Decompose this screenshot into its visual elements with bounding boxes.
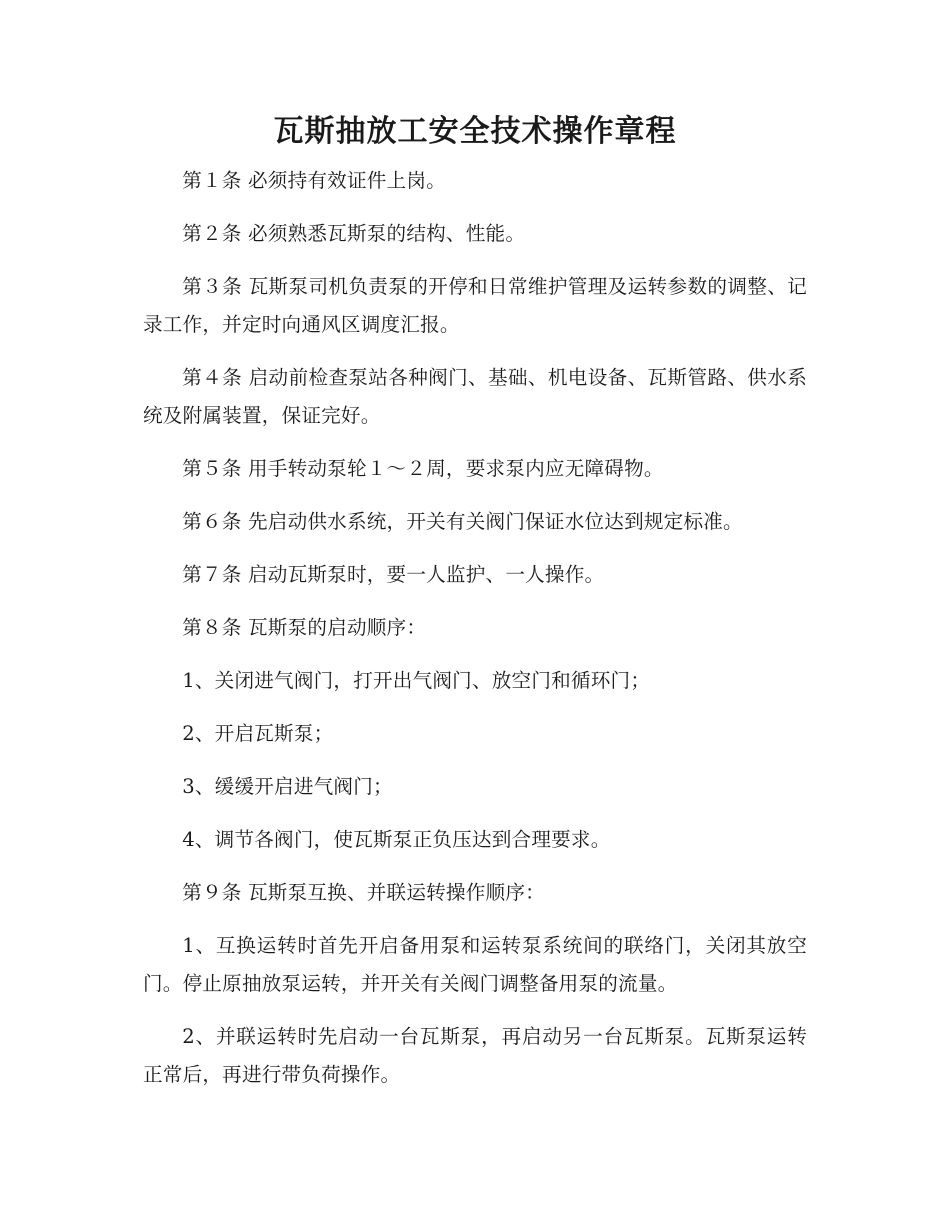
switch-step-1: 1、互换运转时首先开启备用泵和运转泵系统间的联络门，关闭其放空门。停止原抽放泵运转，并开关有关阀门调整备用泵的流量。 — [143, 934, 807, 995]
start-step-2: 2、开启瓦斯泵； — [182, 722, 334, 745]
start-step-1: 1、关闭进气阀门，打开出气阀门、放空门和循环门； — [182, 669, 651, 692]
article-9: 第９条 瓦斯泵互换、并联运转操作顺序： — [182, 881, 545, 904]
article-6: 第６条 先启动供水系统，开关有关阀门保证水位达到规定标准。 — [182, 510, 743, 533]
document-body — [143, 162, 807, 1109]
start-step-4: 4、调节各阀门，使瓦斯泵正负压达到合理要求。 — [182, 828, 611, 851]
document-title: 瓦斯抽放工安全技术操作章程 — [273, 114, 677, 149]
article-2: 第２条 必须熟悉瓦斯泵的结构、性能。 — [182, 222, 526, 245]
article-4: 第４条 启动前检查泵站各种阀门、基础、机电设备、瓦斯管路、供水系统及附属装置，保证完好。 — [143, 366, 807, 427]
article-8: 第８条 瓦斯泵的启动顺序： — [182, 616, 427, 639]
article-7: 第７条 启动瓦斯泵时，要一人监护、一人操作。 — [182, 563, 605, 586]
article-3: 第３条 瓦斯泵司机负责泵的开停和日常维护管理及运转参数的调整、记录工作，并定时向通风区调度汇报。 — [143, 275, 807, 336]
start-step-3: 3、缓缓开启进气阀门； — [182, 775, 393, 798]
article-5: 第５条 用手转动泵轮１～２周，要求泵内应无障碍物。 — [182, 457, 664, 480]
article-1: 第１条 必须持有效证件上岗。 — [182, 169, 446, 192]
switch-step-2: 2、并联运转时先启动一台瓦斯泵，再启动另一台瓦斯泵。瓦斯泵运转正常后，再进行带负荷操作。 — [143, 1025, 807, 1086]
